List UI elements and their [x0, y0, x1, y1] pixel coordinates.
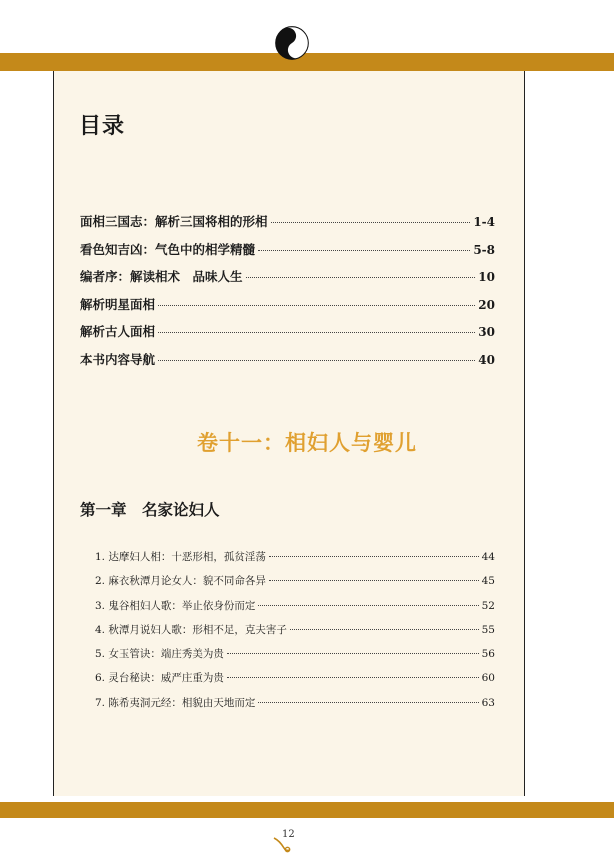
chapter-item-page: 44	[481, 551, 495, 563]
chapter-item-title: 7. 陈希夷洞元经：相貌由天地而定	[95, 696, 256, 709]
toc-entry-title: 看色知吉凶：气色中的相学精髓	[80, 241, 256, 257]
bottom-decorative-band	[0, 802, 614, 818]
chapter-item-list	[95, 549, 495, 719]
section-title: 卷十一：相妇人与婴儿	[197, 431, 417, 455]
dot-leader	[258, 701, 478, 703]
yin-yang-icon	[275, 26, 309, 60]
chapter-item-page: 45	[481, 575, 495, 588]
chapter-item-page: 55	[481, 623, 495, 636]
toc-entry-title: 解析明星面相	[80, 296, 156, 312]
chapter-item[interactable]	[95, 670, 495, 694]
toc-entry-title: 面相三国志：解析三国将相的形相	[80, 214, 268, 229]
dot-leader	[158, 331, 475, 333]
table-of-contents	[80, 212, 495, 377]
toc-entry[interactable]	[80, 240, 495, 268]
toc-entry[interactable]	[80, 322, 495, 350]
toc-entry-title: 编者序：解读相术 品味人生	[80, 269, 243, 284]
dot-leader	[290, 628, 479, 630]
toc-entry-page: 20	[478, 297, 495, 312]
chapter-item-page: 60	[481, 672, 495, 685]
dot-leader	[258, 604, 478, 606]
chapter-item[interactable]	[95, 573, 495, 597]
chapter-title: 第一章 名家论妇人	[80, 500, 220, 519]
chapter-item[interactable]	[95, 646, 495, 670]
chapter-item-page: 63	[481, 696, 495, 709]
chapter-item-title: 3. 鬼谷相妇人歌：举止依身份而定	[95, 599, 256, 612]
chapter-item[interactable]	[95, 549, 495, 573]
dot-leader	[269, 555, 479, 557]
dot-leader	[258, 249, 470, 251]
dot-leader	[271, 221, 471, 223]
toc-entry[interactable]	[80, 267, 495, 295]
toc-entry[interactable]	[80, 295, 495, 323]
toc-entry-title: 本书内容导航	[80, 351, 156, 367]
toc-entry-page: 40	[478, 352, 495, 367]
chapter-item-title: 6. 灵台秘诀：威严庄重为贵	[95, 672, 224, 685]
chapter-item-title: 2. 麻衣秋潭月论女人：貌不同命各异	[95, 575, 266, 588]
toc-entry[interactable]	[80, 350, 495, 378]
page-number: 12	[282, 829, 295, 840]
dot-leader	[246, 276, 476, 278]
dot-leader	[269, 579, 479, 581]
toc-entry-page: 30	[478, 325, 495, 339]
chapter-item[interactable]	[95, 598, 495, 622]
chapter-item-title: 1. 达摩妇人相：十恶形相，孤贫淫荡	[95, 551, 266, 563]
dot-leader	[158, 304, 475, 306]
chapter-item-title: 5. 女玉管诀：端庄秀美为贵	[95, 648, 224, 661]
toc-entry-page: 10	[478, 270, 495, 284]
dot-leader	[227, 652, 479, 654]
chapter-item-page: 56	[481, 648, 495, 661]
chapter-item[interactable]	[95, 695, 495, 719]
page-title: 目录	[79, 113, 126, 139]
dot-leader	[227, 676, 479, 678]
dot-leader	[158, 359, 475, 361]
chapter-item-title: 4. 秋潭月说妇人歌：形相不足，克夫害子	[95, 623, 287, 636]
chapter-item[interactable]	[95, 622, 495, 646]
toc-entry-page: 5-8	[473, 242, 495, 257]
toc-entry-page: 1-4	[473, 215, 495, 229]
toc-entry[interactable]	[80, 212, 495, 240]
toc-entry-title: 解析古人面相	[80, 324, 156, 339]
chapter-item-page: 52	[481, 599, 495, 612]
